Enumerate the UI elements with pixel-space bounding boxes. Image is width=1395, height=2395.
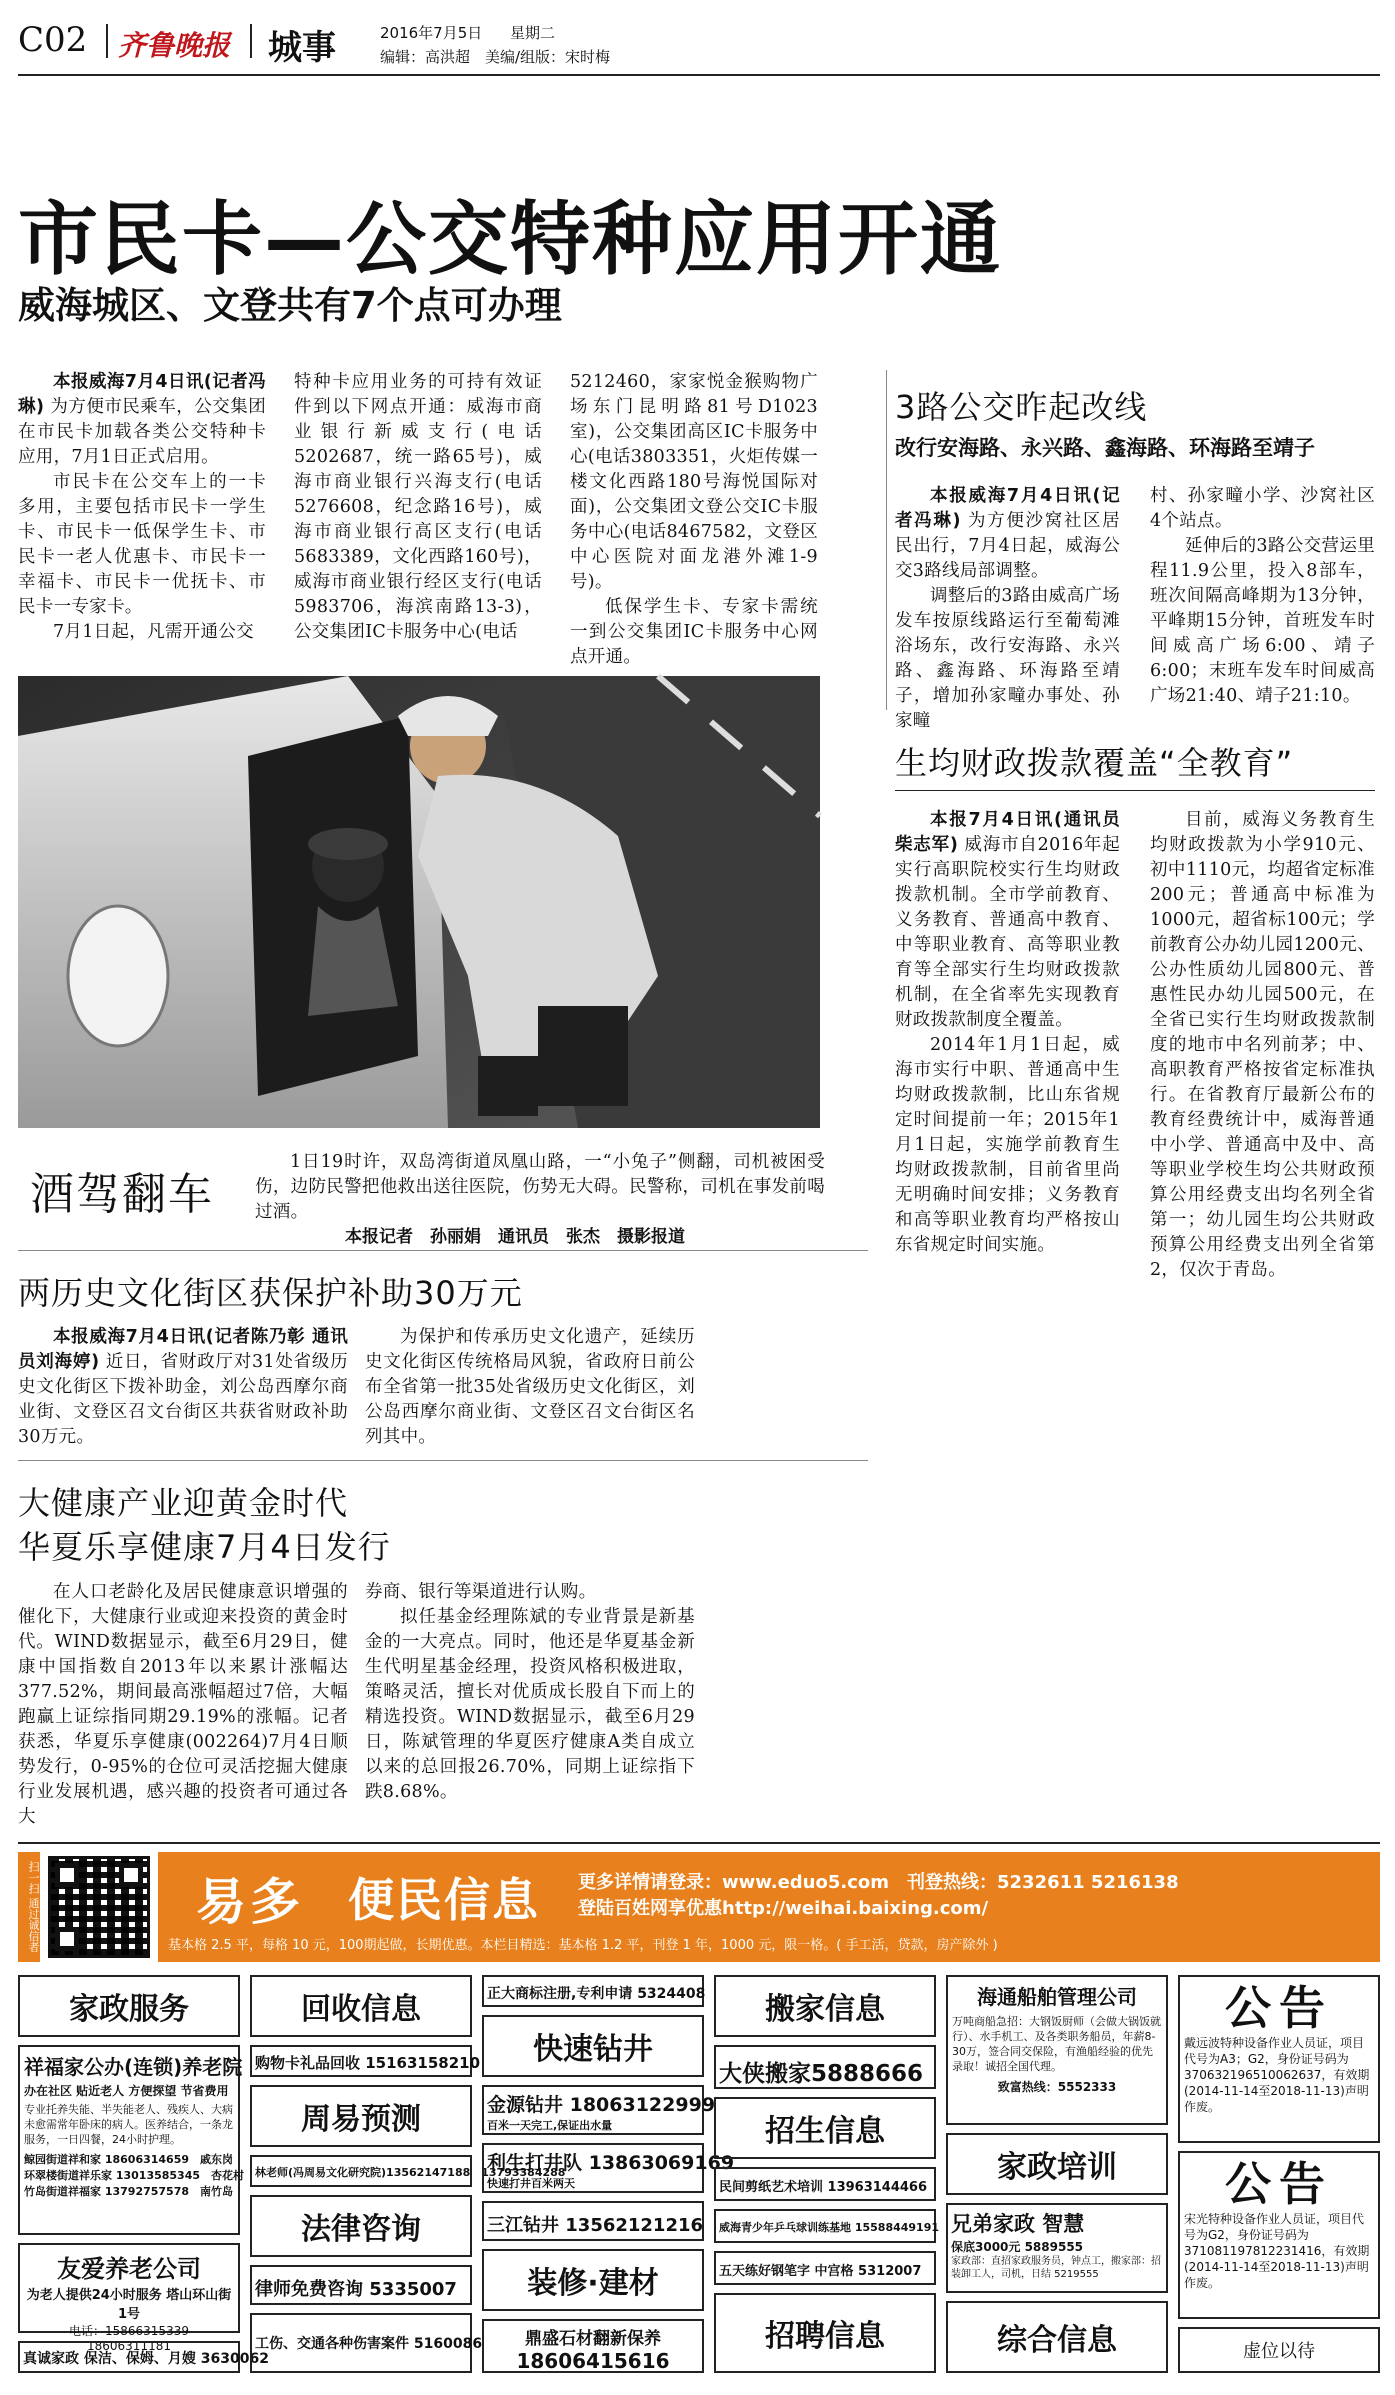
ad-title: 友爱养老公司 [57,2255,201,2283]
paragraph: 低保学生卡、专家卡需统一到公交集团IC卡服务中心网点开通。 [570,597,818,667]
classifieds-grid [18,1975,1380,2380]
ad-trademark: 正大商标注册,专利申请 5324408 [482,1975,704,2007]
section-name: 城事 [268,28,336,68]
paragraph: 调整后的3路由威高广场发车按原线路运行至葡萄滩浴场东，改行安海路、永兴路、鑫海路、环海路至靖子，增加孙家疃办事处、孙家疃 [895,586,1120,731]
qr-code[interactable] [48,1856,150,1958]
section-rule [18,1460,868,1461]
ad-youai-elderly [18,2243,240,2353]
paragraph: 村、孙家疃小学、沙窝社区4个站点。 [1150,486,1375,531]
banner-baixing-line[interactable]: 登陆百姓网享优惠http://weihai.baixing.com/ [578,1898,989,1919]
ad-body: 家政部：直招家政服务员，钟点工，搬家部：招装卸工人，司机，日结 5219555 [951,2256,1161,2280]
ad-title: 鼎盛石材翻新保养 [525,2329,661,2349]
health-headline-2: 华夏乐享健康7月4日发行 [18,1528,391,1566]
qr-label: 扫一扫 通过诚信者 [18,1852,40,1962]
ad-haitong-shipping [946,1975,1168,2125]
masthead-divider [250,24,252,58]
paragraph: 市民卡在公交车上的一卡多用，主要包括市民卡一学生卡、市民卡一低保学生卡、市民卡一老人优惠卡、市民卡一幸福卡、市民卡一优抚卡、市民卡一专家卡。 [18,472,266,617]
category-header-renovation: 装修·建材 [482,2249,704,2311]
category-header-jobs: 招聘信息 [714,2293,936,2373]
notice-2 [1178,2151,1380,2319]
ad-lawyer: 律师免费咨询 5335007 [250,2265,472,2305]
bus-subheadline: 改行安海路、永兴路、鑫海路、环海路至靖子 [895,436,1315,460]
lead-column-3 [570,370,818,670]
banner-pricing: 基本格 2.5 平，每格 10 元，100期起做，长期优惠。本栏目精选：基本格 1.2 平，刊登 1 年，1000 元，限一格。( 手工活，贷款，房产除外 ) [168,1938,998,1953]
editors-credit: 编辑：高洪超 美编/组版：宋时梅 [380,48,611,66]
ad-title: 金源钻井 18063122999 [487,2094,716,2116]
ad-dingsheng-stone [482,2319,704,2373]
headline-underline [895,790,1375,791]
health-headline-1: 大健康产业迎黄金时代 [18,1484,349,1522]
section-rule [886,370,887,710]
ad-phone: 鲸园街道祥和家 18606314659 戚东岗 [24,2153,234,2166]
news-photo [18,676,820,1128]
category-header-divination: 周易预测 [250,2085,472,2147]
notice-body: 宋光特种设备作业人员证，项目代号为G2，身份证号码为371081197812231416，有效期(2014-11-14至2018-11-13)声明作废。 [1184,2212,1370,2290]
brand-name: 易多 [196,1873,304,1931]
ad-lisheng-drilling [482,2143,735,2193]
category-header-housekeeping: 家政服务 [18,1975,240,2037]
notice-body: 戴远波特种设备作业人员证，项目代号为A3；G2，身份证号码为370632196510062637，有效期(2014-11-14至2018-11-13)声明作废。 [1184,2036,1370,2114]
qr-finder [55,1927,79,1951]
issue-date: 2016年7月5日 [380,24,483,42]
ad-top-rule [18,1842,1380,1844]
lead-headline: 市民卡—公交特种应用开通 [18,193,1002,286]
lead-column-2 [294,370,542,645]
ad-injury-cases: 工伤、交通各种伤害案件 5160086 [250,2313,472,2373]
page-number: C02 [18,20,88,60]
bus-headline: 3路公交昨起改线 [895,388,1148,426]
paragraph: 本报威海7月4日讯(记者冯琳) 为方便沙窝社区居民出行，7月4日起，威海公交3路线局部调整。 [895,486,1120,581]
notice-1 [1178,1975,1380,2143]
paragraph: 拟任基金经理陈斌的专业背景是新基金的一大亮点。同时，他还是华夏基金新生代明星基金经理，投资风格积极进取，策略灵活，擅长对优质成长股自下而上的精选投资。WIND数据显示，截至6月29日，陈斌管理的华夏医疗健康A类自成立以来的总回报26.70%，同期上证综指下跌8.68%。 [365,1607,695,1802]
paragraph: 2014年1月1日起，威海市实行中职、普通高中生均财政拨款制，比山东省规定时间提前一年；2015年1月1日起，实施学前教育生均财政拨款制，目前省里尚无明确时间安排；义务教育和高等职业教育均严格按山东省规定时间实施。 [895,1035,1120,1255]
ad-phone: 环翠楼街道祥乐家 13013585345 杏花村 [24,2169,245,2182]
category-header-moving: 搬家信息 [714,1975,936,2037]
ad-jinyuan-drilling [482,2085,716,2135]
photo-credit: 本报记者 孙丽娟 通讯员 张杰 摄影报道 [345,1227,685,1247]
ad-gift-card-recycling: 购物卡礼品回收 15163158210 [250,2045,472,2077]
ad-title: 海通船舶管理公司 [977,1985,1137,2009]
heritage-column-2 [365,1325,695,1450]
ad-body: 专业托养失能、半失能老人、残疾人、大病未愈需常年卧床的病人。医养结合，一条龙服务，一日四餐，24小时护理。 [24,2103,233,2146]
paragraph: 特种卡应用业务的可持有效证件到以下网点开通：威海市商业银行新威支行(电话5202687，统一路65号)，威海市商业银行兴海支行(电话5276608，纪念路16号)，威海市商业银行高区支行(电话5683389，文化西路160号)，威海市商业银行经区支行(电话5983706，海滨南路13-3)，公交集团IC卡服务中心(电话 [294,372,542,642]
photo-illustration [18,676,820,1128]
paragraph: 本报威海7月4日讯(记者陈乃彰 通讯员刘海婷) 近日，省财政厅对31处省级历史文化街区下拨补助金，刘公岛西摩尔商业街、文登区召文台街区共获省财政补助30万元。 [18,1327,348,1447]
ad-phone: 电话：15866315339 18606311181 [69,2324,201,2353]
ad-daxia-moving: 大侠搬家5888666 [714,2045,936,2089]
dateline: 本报威海7月4日讯(记者陈乃彰 通讯员刘海婷) [18,1327,348,1372]
vacant-ad-slot: 虚位以待 [1178,2327,1380,2373]
masthead [18,18,1378,70]
photo-caption: 1日19时许，双岛湾街道凤凰山路，一“小兔子”侧翻，司机被困受伤，边防民警把他救出送往医院，伤势无大碍。民警称，司机在事发前喝过酒。 [255,1152,825,1222]
ad-title: 兄弟家政 智慧 [951,2212,1085,2236]
ad-zhencheng: 真诚家政 保洁、保姆、月嫂 3630062 [18,2341,240,2373]
ad-body: 为老人提供24小时服务 塔山环山街1号 [26,2288,232,2322]
ad-phone: 保底3000元 5889555 [951,2240,1084,2254]
masthead-divider [106,24,108,58]
bus-column-1 [895,484,1120,734]
paragraph: 本报7月4日讯(通讯员柴志军) 威海市自2016年起实行高职院校实行生均财政拨款机制。全市学前教育、义务教育、普通高中教育、中等职业教育、高等职业教育等全部实行生均财政拨款机制，在全省率先实现教育财政拨款制度全覆盖。 [895,810,1120,1030]
paragraph: 为保护和传承历史文化遗产，延续历史文化街区传统格局风貌，省政府日前公布全省第一批35处省级历史文化街区，刘公岛西摩尔商业街、文登区召文台街区名列其中。 [365,1327,695,1447]
masthead-rule [18,74,1380,76]
paragraph: 7月1日起，凡需开通公交 [53,622,254,642]
category-header-enrollment: 招生信息 [714,2097,936,2159]
photo-caption-block [255,1150,825,1249]
fund-headline: 生均财政拨款覆盖“全教育” [895,744,1294,782]
qr-finder [119,1863,143,1887]
issue-weekday: 星期二 [510,24,556,42]
paragraph: 在人口老龄化及居民健康意识增强的催化下，大健康行业或迎来投资的黄金时代。WIND数据显示，截至6月29日，健康中国指数自2013年以来累计涨幅达377.52%，期间最高涨幅超过7倍，大幅跑赢上证综指同期29.19%的涨幅。记者获悉，华夏乐享健康(002264)7月4日顺势发行，0-95%的仓位可灵活挖掘大健康行业发展机遇，感兴趣的投资者可通过各大 [18,1582,348,1827]
ad-body: 快速打井百米两天 [487,2177,575,2190]
ad-phone: 18606415616 [516,2349,670,2373]
ad-sanjiang-drilling: 三江钻井 13562121216 [482,2201,704,2241]
dateline: 本报威海7月4日讯(记者冯琳) [895,486,1120,531]
photo-story-title: 酒驾翻车 [30,1169,214,1220]
notice-heading: 公告 [1225,2157,1333,2211]
heritage-headline: 两历史文化街区获保护补助30万元 [18,1274,523,1312]
ad-phone: 竹岛街道祥福家 13792757578 南竹岛 [24,2185,234,2198]
paragraph: 5212460，家家悦金猴购物广场东门昆明路81号D1023室)，公交集团高区IC卡服务中心(电话3803351，火炬传媒一楼文化西路180号海悦国际对面)，公交集团文登公交IC卡服务中心(电话8467582，文登区中心医院对面龙港外滩1-9号)。 [570,372,818,592]
ad-calligraphy: 五天练好钢笔字 中宫格 5312007 [714,2251,936,2285]
dateline: 本报威海7月4日讯(记者冯琳) [18,372,266,417]
category-header-training: 家政培训 [946,2133,1168,2195]
lead-column-1 [18,370,266,645]
category-header-drilling: 快速钻井 [482,2015,704,2077]
fund-column-1 [895,808,1120,1258]
dateline: 本报7月4日讯(通讯员柴志军) [895,810,1120,855]
ad-banner [18,1852,1380,1962]
ad-body: 万吨商船急招：大钢饭厨师（会做大锅饭就行）、水手机工、及各类职务船员，年薪8-30万，签合同交保险，有渔船经验的优先录取！诚招全国代理。 [952,2015,1161,2073]
bus-column-2 [1150,484,1375,709]
banner-orange [158,1852,1380,1962]
ad-title: 祥福家公办(连锁)养老院 [24,2055,243,2079]
notice-heading: 公告 [1225,1981,1333,2035]
section-rule [18,1250,868,1251]
banner-title: 便民信息 [348,1873,540,1927]
ad-pingpong: 威海青少年乒乓球训练基地 15588449191 [714,2209,936,2243]
category-header-recycling: 回收信息 [250,1975,472,2037]
paragraph: 本报威海7月4日讯(记者冯琳) 为方便市民乘车，公交集团在市民卡加载各类公交特种卡应用，7月1日正式启用。 [18,372,266,467]
ad-divination-teacher: 林老师(冯周易文化研究院)13562147188 13793384288 [250,2155,472,2187]
banner-website-line[interactable]: 更多详情请登录：www.eduo5.com 刊登热线：5232611 5216138 [578,1872,1179,1893]
ad-paper-cutting: 民间剪纸艺术培训 13963144466 [714,2167,936,2201]
paragraph: 延伸后的3路公交营运里程11.9公里，投入8部车，班次间隔高峰期为13分钟，平峰期15分钟，首班发车时间威高广场6:00、靖子6:00；末班车发车时间威高广场21:40、靖子21:10。 [1150,536,1375,706]
heritage-column-1 [18,1325,348,1450]
ad-body: 百米一天完工,保证出水量 [487,2119,613,2132]
paper-logo: 齐鲁晚报 [118,29,231,62]
ad-title: 利生打井队 13863069169 [487,2152,735,2174]
paragraph: 目前，威海义务教育生均财政拨款为小学910元、初中1110元，均超省定标准200元；普通高中标准为1000元，超省标100元；学前教育公办幼儿园1200元、公办性质幼儿园800元、普惠性民办幼儿园500元，在全省已实行生均财政拨款制度的地市中名列前茅；中、高职教育严格按省定标准执行。在省教育厅最新公布的教育经费统计中，威海普通中小学、普通高中及中、高等职业学校生均公共财政预算公用经费支出均名列全省第一；幼儿园生均公共财政预算公用经费支出列全省第2，仅次于青岛。 [1150,810,1375,1280]
ad-nursing-home [18,2045,245,2235]
qr-finder [55,1863,79,1887]
lead-subheadline: 威海城区、文登共有7个点可办理 [18,284,562,327]
fund-column-2 [1150,808,1375,1283]
health-column-1 [18,1580,348,1830]
category-header-legal: 法律咨询 [250,2195,472,2257]
paragraph: 券商、银行等渠道进行认购。 [365,1582,597,1602]
ad-brothers-housekeeping [946,2203,1168,2293]
ad-phone: 致富热线：5552333 [997,2080,1117,2094]
category-header-general: 综合信息 [946,2301,1168,2373]
ad-slogan: 办在社区 贴近老人 方便探望 节省费用 [24,2084,229,2098]
health-column-2 [365,1580,695,1805]
